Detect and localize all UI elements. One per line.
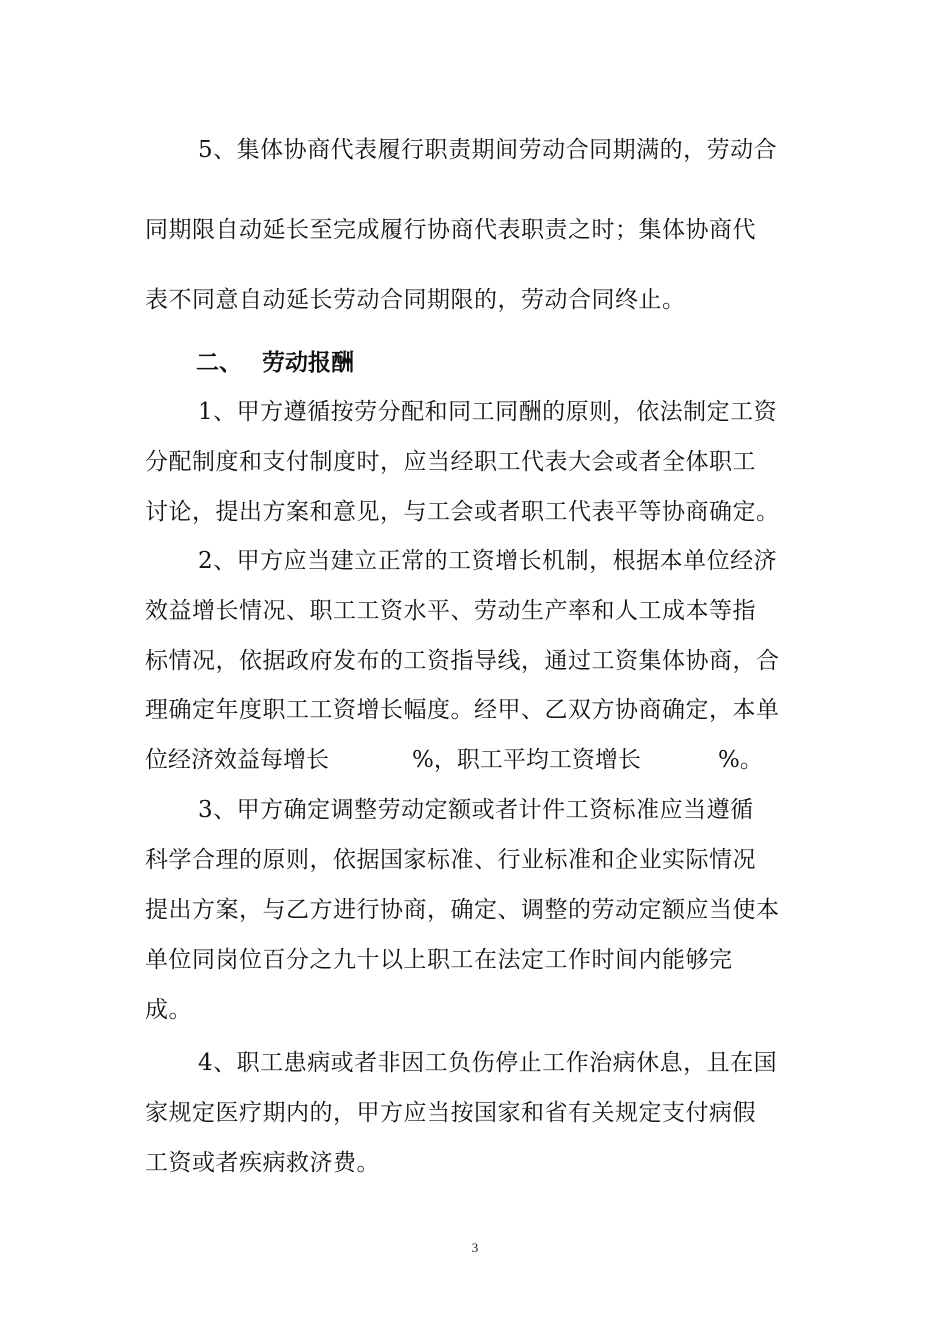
paragraph-line: 同期限自动延长至完成履行协商代表职责之时；集体协商代 [145, 217, 756, 243]
section-heading-title: 劳动报酬 [262, 350, 354, 376]
paragraph-line: 理确定年度职工工资增长幅度。经甲、乙双方协商确定，本单 [145, 697, 780, 723]
fill-text-part-b: %，职工平均工资增长 [412, 747, 641, 773]
paragraph-line: 家规定医疗期内的，甲方应当按国家和省有关规定支付病假 [145, 1100, 756, 1126]
paragraph-line: 工资或者疾病救济费。 [145, 1150, 380, 1176]
paragraph-line: 科学合理的原则，依据国家标准、行业标准和企业实际情况 [145, 847, 756, 873]
paragraph-line: 1、甲方遵循按劳分配和同工同酬的原则，依法制定工资 [198, 399, 778, 425]
paragraph-line: 标情况，依据政府发布的工资指导线，通过工资集体协商，合 [145, 648, 780, 674]
paragraph-line: 表不同意自动延长劳动合同期限的，劳动合同终止。 [145, 287, 686, 313]
paragraph-line: 4、职工患病或者非因工负伤停止工作治病休息，且在国 [198, 1050, 778, 1076]
paragraph-line: 3、甲方确定调整劳动定额或者计件工资标准应当遵循 [198, 797, 754, 823]
paragraph-line: 成。 [145, 997, 192, 1023]
paragraph-line: 5、集体协商代表履行职责期间劳动合同期满的，劳动合 [198, 137, 778, 163]
paragraph-line: 单位同岗位百分之九十以上职工在法定工作时间内能够完 [145, 947, 733, 973]
paragraph-line: 分配制度和支付制度时，应当经职工代表大会或者全体职工 [145, 449, 756, 475]
fill-text-part-a: 位经济效益每增长 [145, 747, 329, 773]
paragraph-line: 效益增长情况、职工工资水平、劳动生产率和人工成本等指 [145, 598, 756, 624]
paragraph-line: 提出方案，与乙方进行协商，确定、调整的劳动定额应当使本 [145, 897, 780, 923]
fill-text-part-c: %。 [718, 747, 763, 773]
paragraph-line: 讨论，提出方案和意见，与工会或者职工代表平等协商确定。 [145, 499, 780, 525]
section-heading-number: 二、 [196, 350, 242, 376]
paragraph-line: 2、甲方应当建立正常的工资增长机制，根据本单位经济 [198, 548, 778, 574]
page-number: 3 [471, 1240, 479, 1255]
